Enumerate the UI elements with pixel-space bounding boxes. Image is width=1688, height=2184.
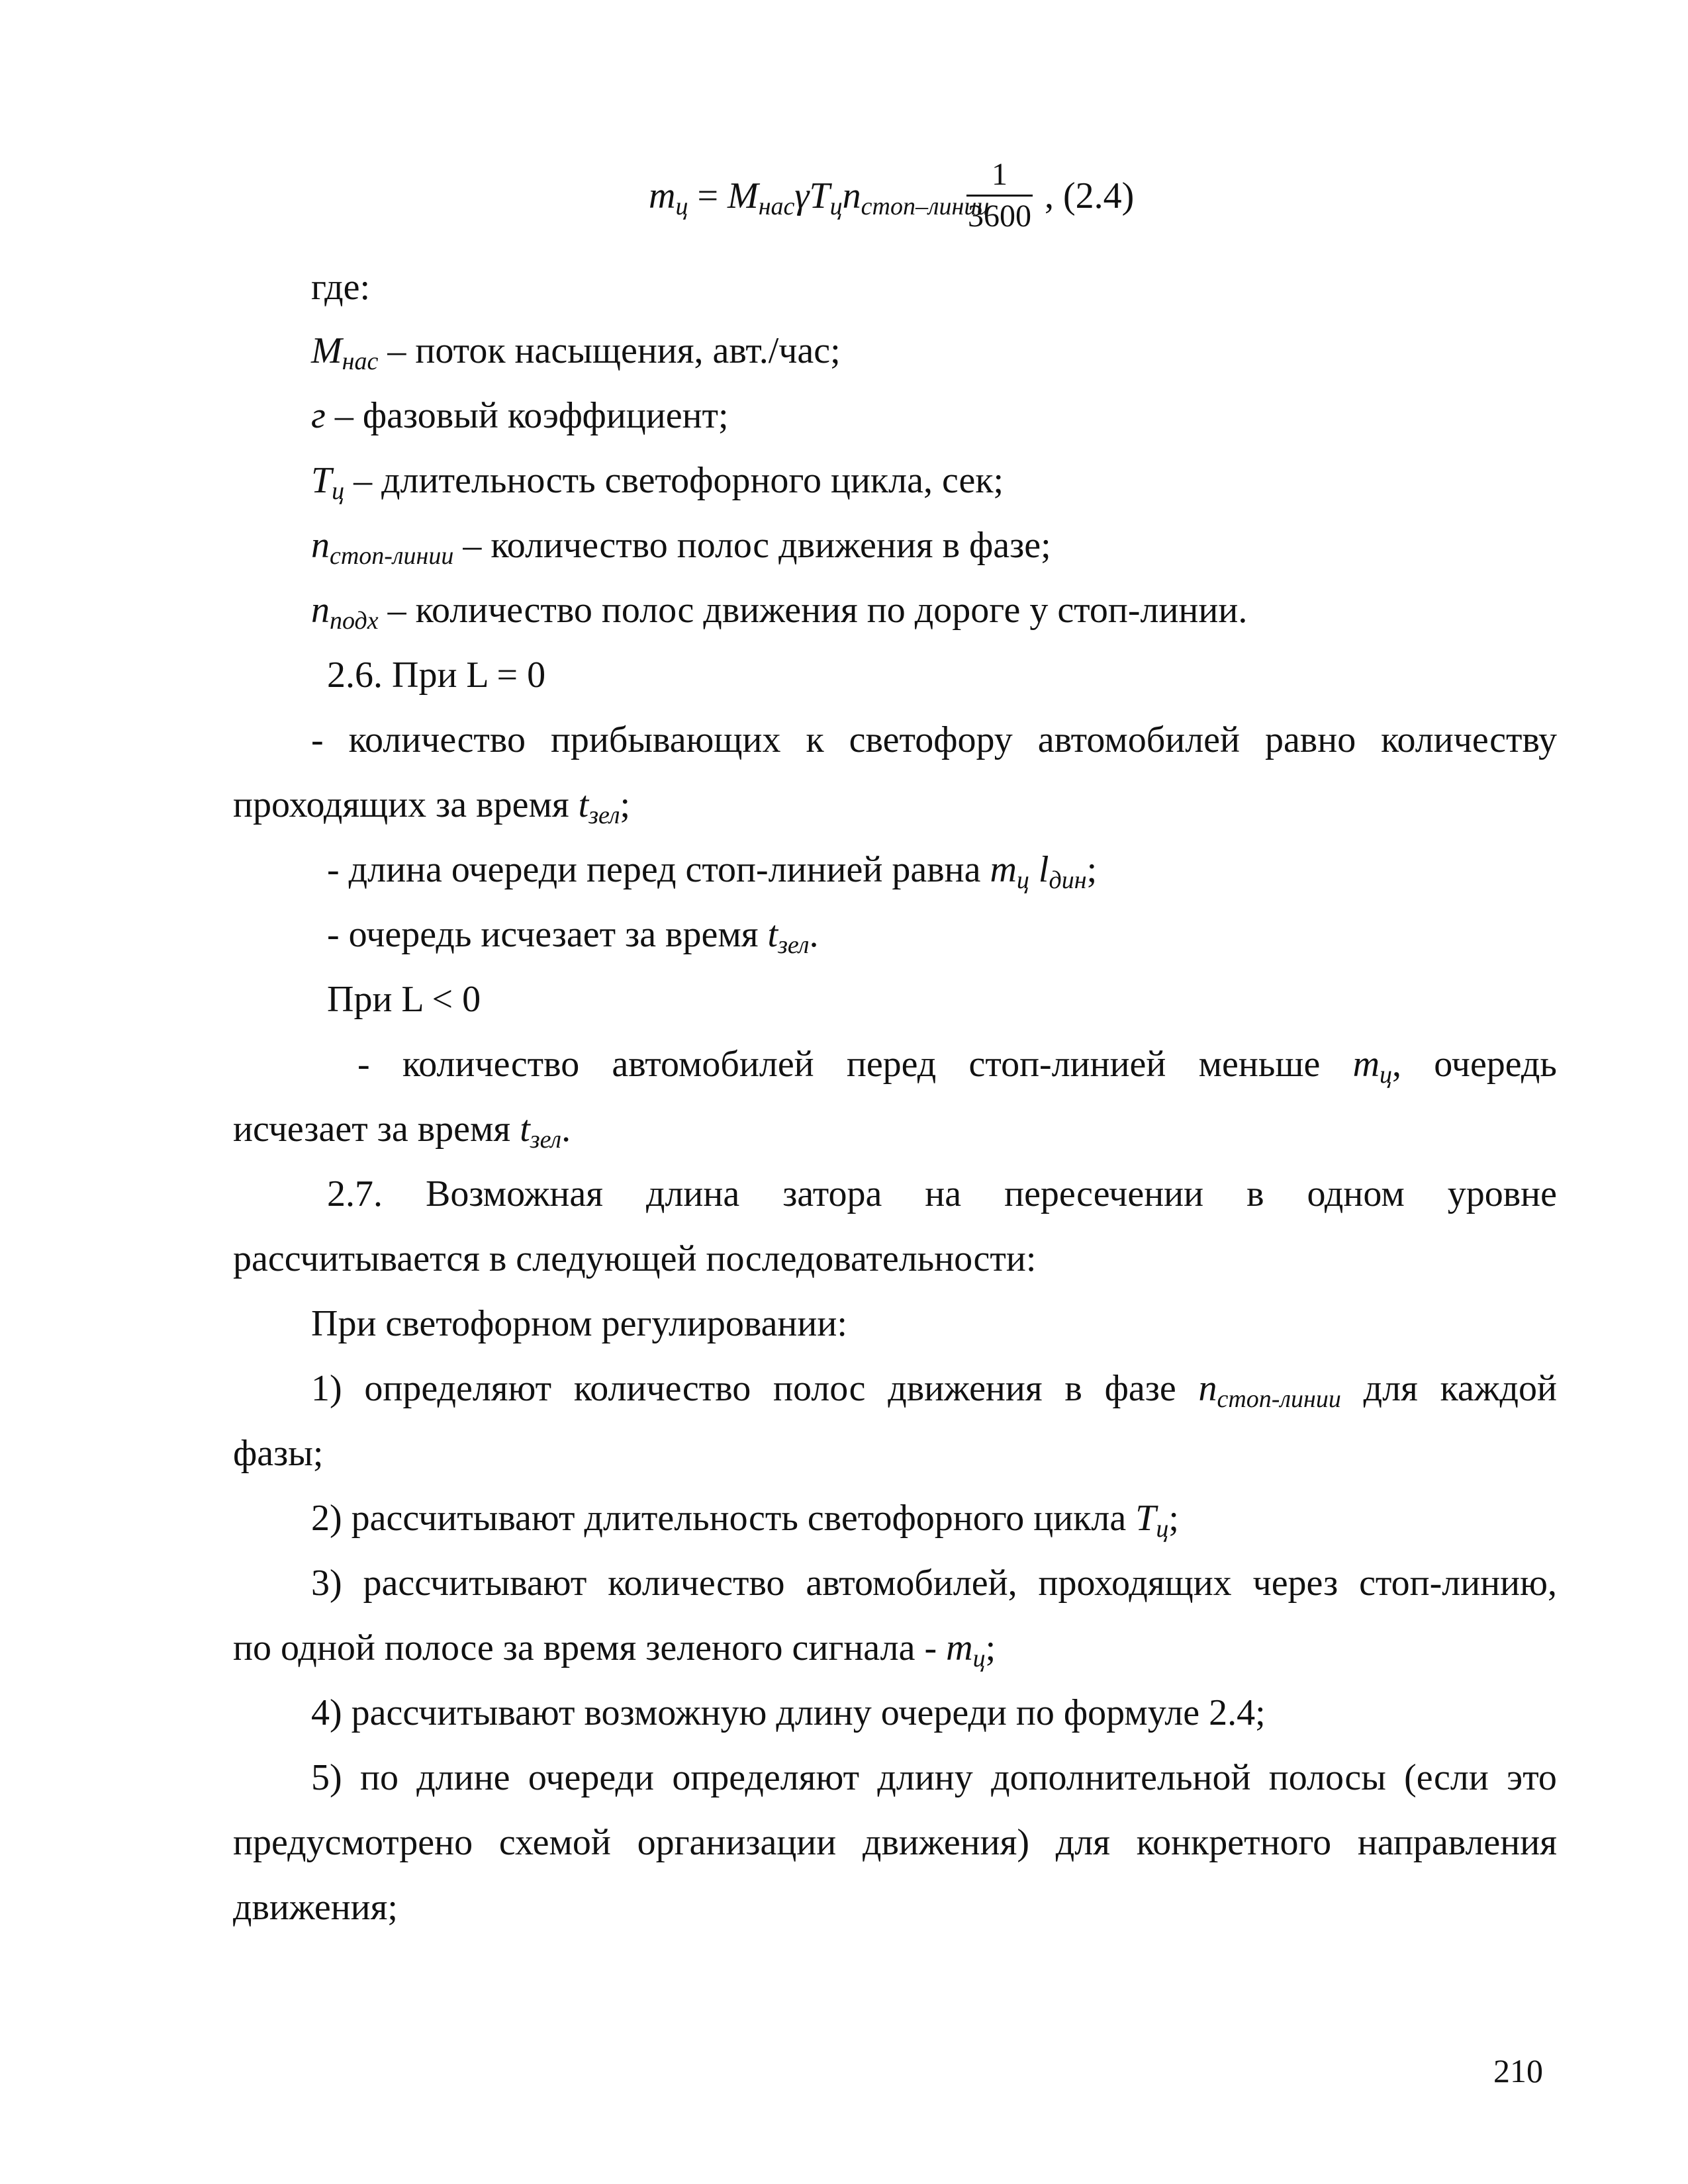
signal-regulation-heading: При светофорном регулировании: <box>311 1303 847 1344</box>
definition-gamma: г – фазовый коэффициент; <box>311 395 729 436</box>
step-2: 2) рассчитывают длительность светофорного цикла $T_ц$; <box>311 1498 1179 1543</box>
step-3-line-1: 3) рассчитывают количество автомобилей, проходящих через стоп-линию, <box>311 1563 1557 1604</box>
formula-number: , (2.4) <box>1045 175 1135 216</box>
where-label: где: <box>311 267 371 308</box>
less-than-zero-title: При L < 0 <box>327 979 481 1020</box>
step-1-line-1: 1) определяют количество полос движения в фазе $n_{стоп-линии}$ для каждой <box>311 1368 1557 1413</box>
fraction-denominator: 3600 <box>968 199 1031 234</box>
less-than-zero-line-2: исчезает за время $t_{зел}$. <box>233 1109 571 1154</box>
formula-fraction <box>966 155 1033 236</box>
page-number: 210 <box>1493 2052 1543 2089</box>
section-2-6-title: 2.6. При L = 0 <box>327 655 546 696</box>
definition-n-stop-line: $n_{стоп-линии}$ – количество полос движения в фазе; <box>311 525 1051 570</box>
definition-m-nas: $M_{нас}$ – поток насыщения, авт./час; <box>311 330 841 375</box>
section-2-6-line-2: проходящих за время $t_{зел}$; <box>233 784 631 829</box>
step-1-line-2: фазы; <box>233 1433 324 1474</box>
section-2-6-line-4: - очередь исчезает за время $t_{зел}$. <box>327 914 819 959</box>
section-2-7-line-1: 2.7. Возможная длина затора на пересечении в одном уровне <box>327 1173 1557 1214</box>
step-5-line-3: движения; <box>233 1887 398 1928</box>
definition-n-podh: $n_{подх}$ – количество полос движения по дороге у стоп-линии. <box>311 590 1248 635</box>
less-than-zero-line-1: - количество автомобилей перед стоп-линией меньше $m_ц$, очередь <box>357 1044 1557 1089</box>
section-2-6-line-3: - длина очереди перед стоп-линией равна $m_ц$ $l_{дин}$; <box>327 849 1098 894</box>
step-3-line-2: по одной полосе за время зеленого сигнала - $m_ц$; <box>233 1627 996 1672</box>
section-2-6-line-1: - количество прибывающих к светофору автомобилей равно количеству <box>311 719 1557 760</box>
fraction-numerator: 1 <box>992 157 1008 192</box>
section-2-7-line-2: рассчитывается в следующей последовательности: <box>233 1238 1037 1279</box>
definition-t-cycle: $T_ц$ – длительность светофорного цикла, сек; <box>311 460 1004 505</box>
formula-lhs: $m_ц = M_{нас}\gamma T_цn_{стоп-линии}$ <box>649 175 990 220</box>
formula-2-4 <box>649 146 1152 258</box>
step-5-line-1: 5) по длине очереди определяют длину дополнительной полосы (если это <box>311 1757 1557 1798</box>
step-5-line-2: предусмотрено схемой организации движения) для конкретного направления <box>233 1822 1557 1863</box>
step-4: 4) рассчитывают возможную длину очереди по формуле 2.4; <box>311 1692 1266 1733</box>
